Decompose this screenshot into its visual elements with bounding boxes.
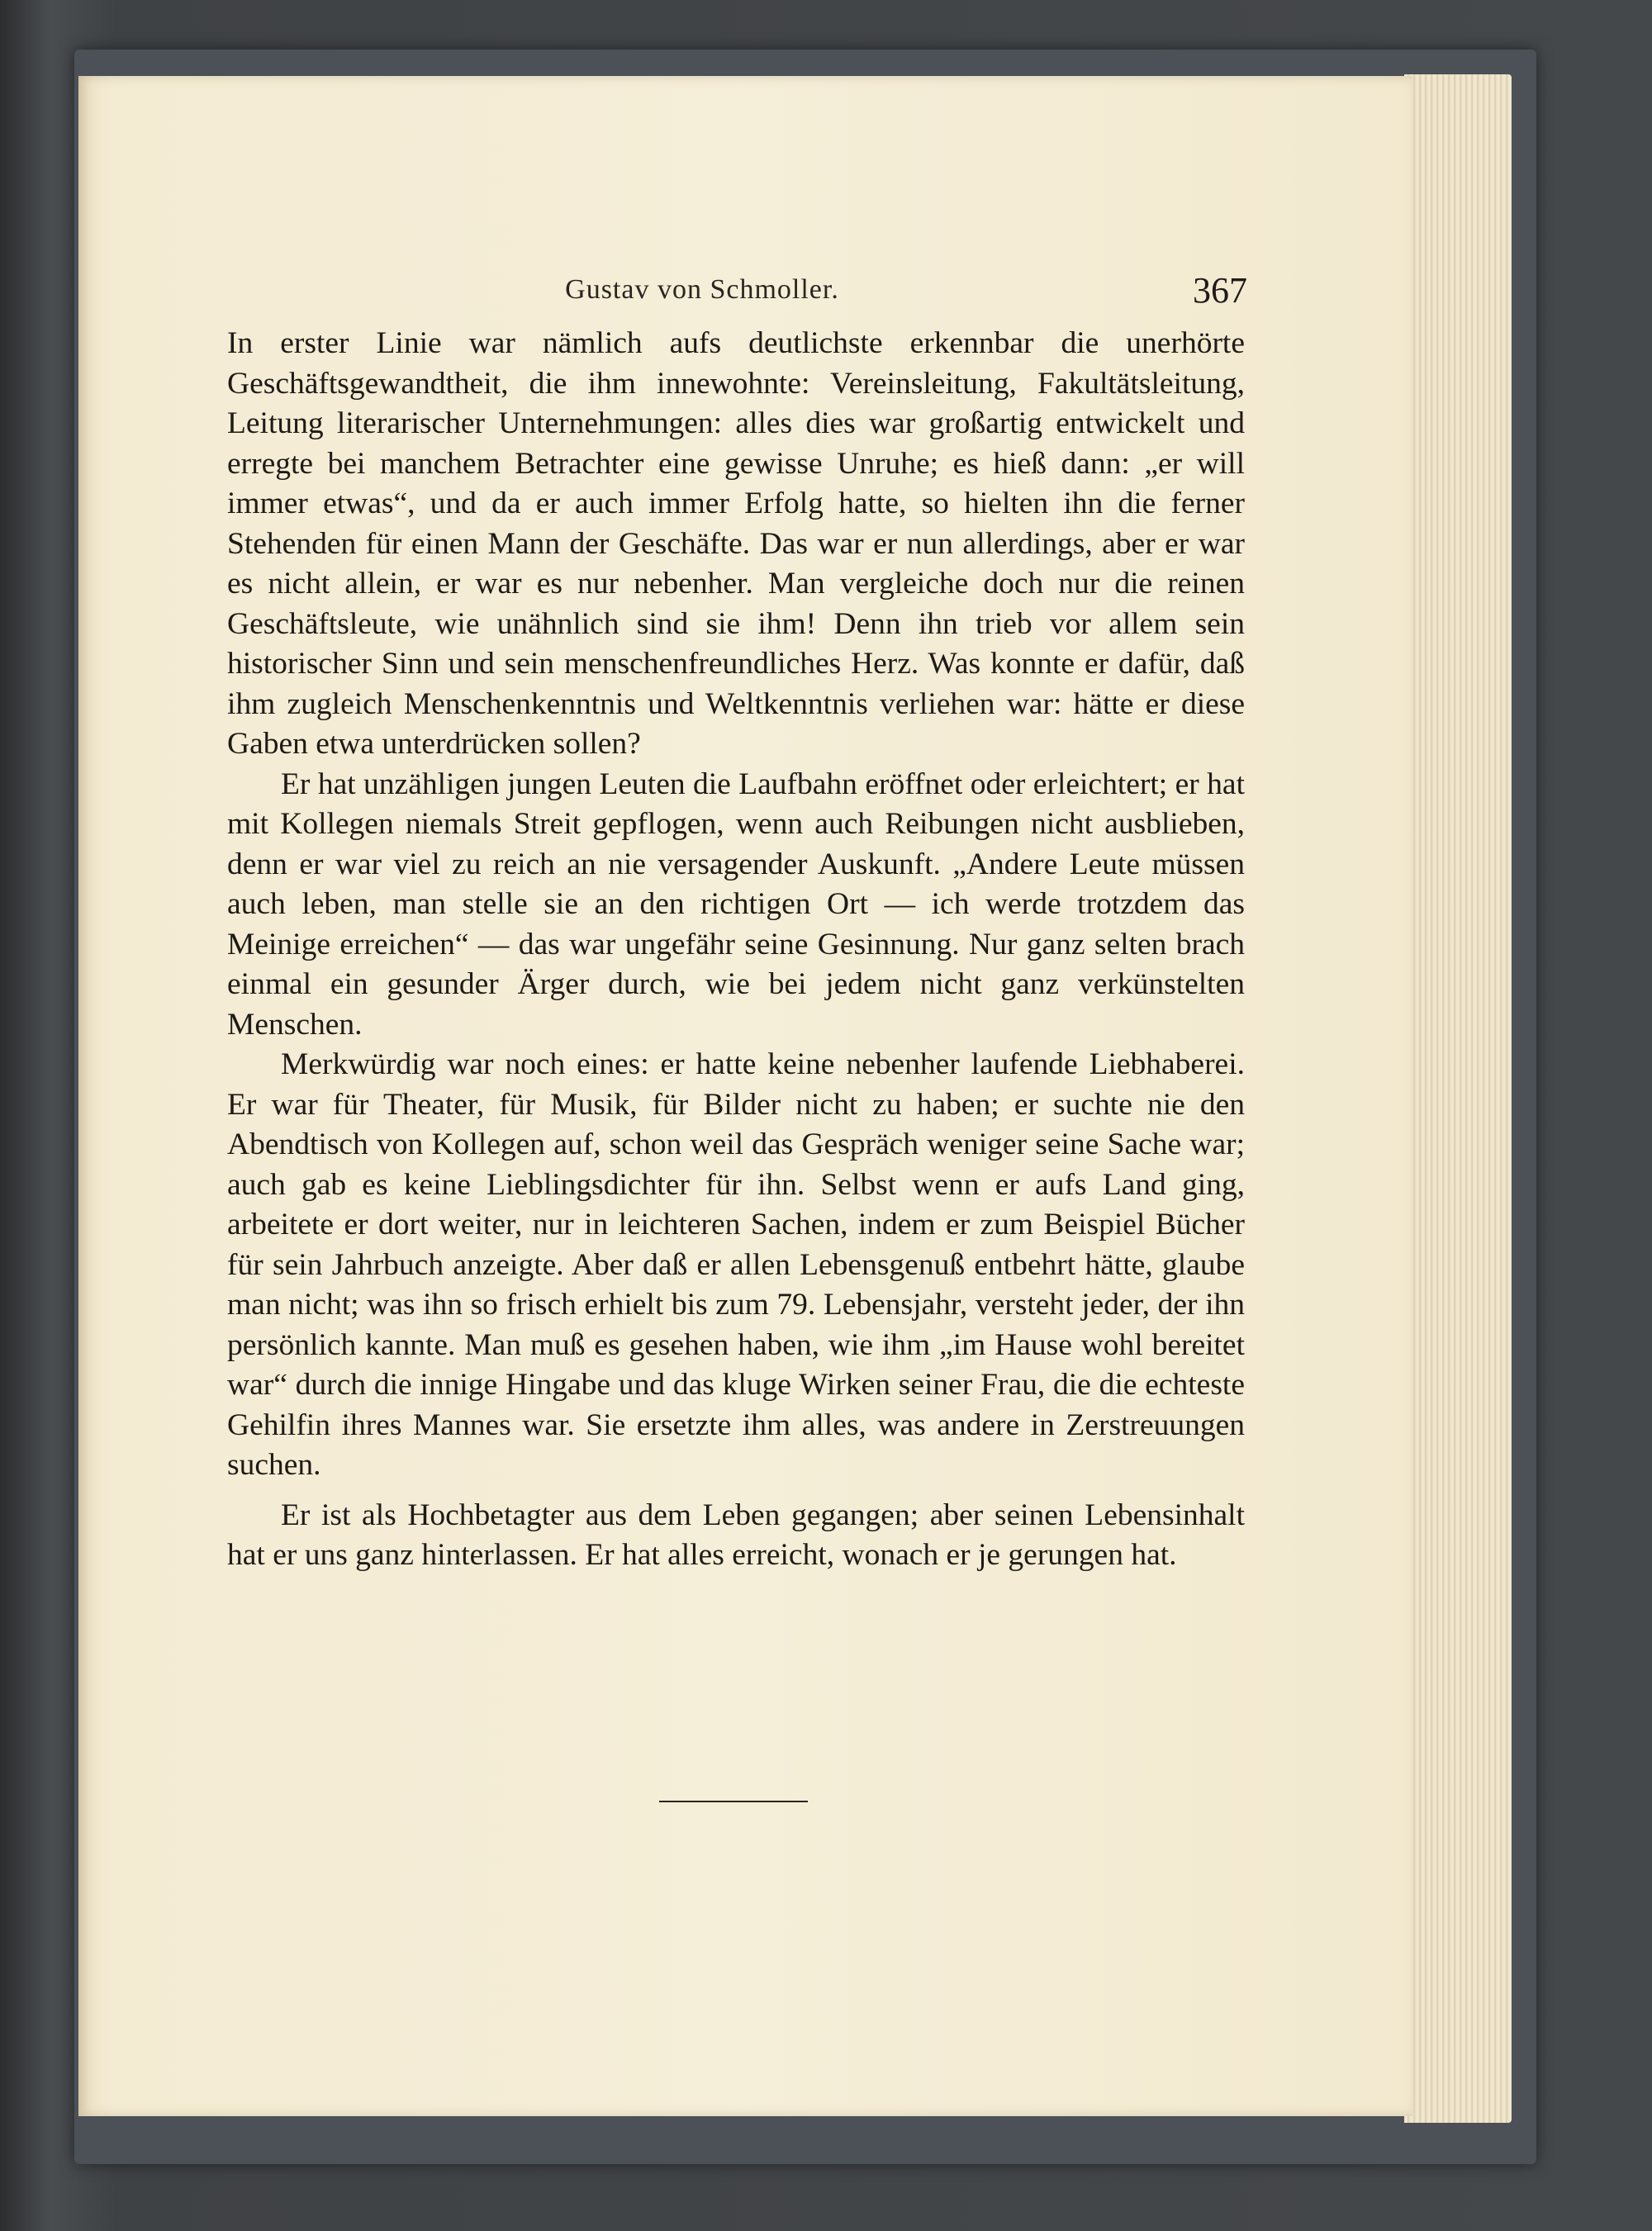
running-head-title: Gustav von Schmoller. (565, 274, 839, 305)
paragraph-gap (227, 1486, 1245, 1496)
paragraph-1: In erster Linie war nämlich aufs deutlichste erkennbar die unerhörte Geschäftsgewandtheit, die ihm innewohnte: Vereinsleitung, Fakultätsleitung, Leitung literarischer Unternehmungen: alles dies war großartig entwickelt und erregte bei manchem Betrachter eine gewisse Unruhe; es hieß dann: „er will immer etwas“, und da er auch immer Erfolg hatte, so hielten ihn die ferner Stehenden für einen Mann der Geschäfte. Das war er nun allerdings, aber er war es nicht allein, er war es nur nebenher. Man vergleiche doch nur die reinen Geschäftsleute, wie unähnlich sind sie ihm! Denn ihn trieb vor allem sein historischer Sinn und sein menschenfreundliches Herz. Was konnte er dafür, daß ihm zugleich Menschenkenntnis und Weltkenntnis verliehen war: hätte er diese Gaben etwa unterdrücken sollen? (227, 326, 1245, 761)
body-text (227, 324, 1245, 1576)
running-head (157, 270, 1247, 324)
page-edges (1404, 74, 1512, 2123)
end-rule (659, 1801, 808, 1802)
paragraph-3: Merkwürdig war noch eines: er hatte keine nebenher laufende Liebhaberei. Er war für Theater, für Musik, für Bilder nicht zu haben; er suchte nie den Abendtisch von Kollegen auf, schon weil das Gespräch weniger seine Sache war; auch gab es keine Lieblingsdichter für ihn. Selbst wenn er aufs Land ging, arbeitete er dort weiter, nur in leichteren Sachen, indem er zum Beispiel Bücher für sein Jahrbuch anzeigte. Aber daß er allen Lebensgenuß entbehrt hätte, glaube man nicht; was ihn so frisch erhielt bis zum 79. Lebensjahr, versteht jeder, der ihn persönlich kannte. Man muß es gesehen haben, wie ihm „im Hause wohl bereitet war“ durch die innige Hingabe und das kluge Wirken seiner Frau, die die echteste Gehilfin ihres Mannes war. Sie ersetzte ihm alles, was andere in Zerstreuungen suchen. (227, 1047, 1245, 1482)
page-number: 367 (1193, 270, 1247, 311)
paragraph-2: Er hat unzähligen jungen Leuten die Laufbahn eröffnet oder erleichtert; er hat mit Kollegen niemals Streit gepflogen, wenn auch Reibungen nicht ausblieben, denn er war viel zu reich an nie versagender Auskunft. „Andere Leute müssen auch leben, man stelle sie an den richtigen Ort — ich werde trotzdem das Meinige erreichen“ — das war ungefähr seine Gesinnung. Nur ganz selten brach einmal ein gesunder Ärger durch, wie bei jedem nicht ganz verkünstelten Menschen. (227, 767, 1245, 1042)
book-page (78, 76, 1412, 2116)
paragraph-4: Er ist als Hochbetagter aus dem Leben gegangen; aber seinen Lebensinhalt hat er uns ganz hinterlassen. Er hat alles erreicht, wonach er je gerungen hat. (227, 1498, 1245, 1572)
